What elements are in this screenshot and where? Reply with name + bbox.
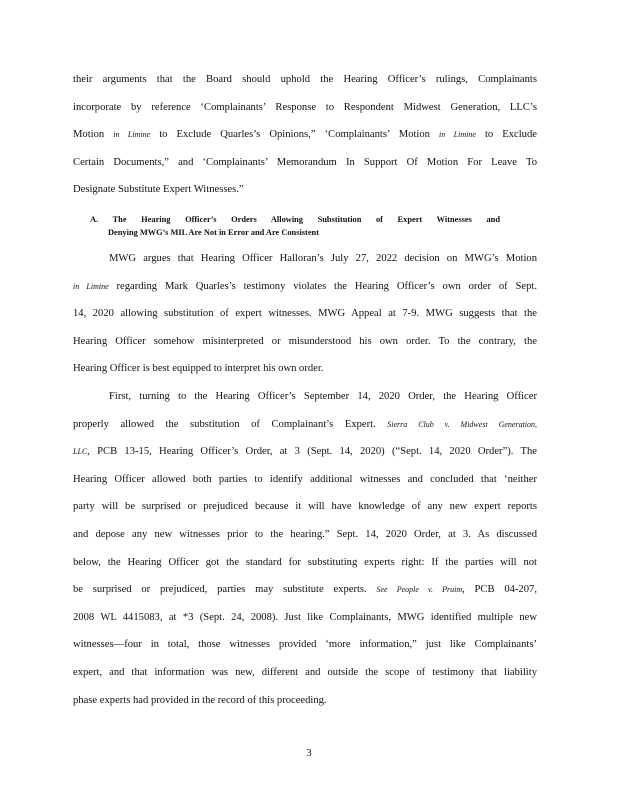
text-line: party will be surprised or prejudiced because it will have knowledge of any new expert reports	[73, 501, 537, 513]
text-line: be surprised or prejudiced, parties may substitute experts. See People v. Pruim, PCB 04-207,	[73, 584, 537, 596]
text-line: Hearing Officer is best equipped to interpret his own order.	[73, 363, 324, 375]
argument-paragraph	[73, 245, 537, 383]
text-line: expert, and that information was new, different and outside the scope of testimony that liability	[73, 666, 537, 678]
text-line: witnesses—four in total, those witnesses provided ‘more information,” just like Complainants’	[73, 639, 537, 651]
section-heading	[90, 213, 510, 239]
text-line: incorporate by reference ‘Complainants’ Response to Respondent Midwest Generation, LLC’s	[73, 101, 537, 113]
text-line: Designate Substitute Expert Witnesses.”	[73, 184, 244, 196]
section-heading-line-1: A. The Hearing Officer’s Orders Allowing Substitution of Expert Witnesses and	[90, 215, 500, 224]
analysis-paragraph	[73, 383, 537, 714]
text-line: in Limine regarding Mark Quarles’s testimony violates the Hearing Officer’s own order of Sept.	[73, 280, 537, 292]
text-line: below, the Hearing Officer got the standard for substituting experts right: If the parties will not	[73, 556, 537, 568]
text-line: phase experts had provided in the record of this proceeding.	[73, 694, 327, 706]
text-line: 2008 WL 4415083, at *3 (Sept. 24, 2008). Just like Complainants, MWG identified multiple new	[73, 611, 537, 623]
text-line: Certain Documents,” and ‘Complainants’ Memorandum In Support Of Motion For Leave To	[73, 156, 537, 168]
text-line: properly allowed the substitution of Complainant’s Expert. Sierra Club v. Midwest Generation,	[73, 418, 538, 430]
text-line: Hearing Officer allowed both parties to identify additional witnesses and concluded that ‘neither	[73, 473, 537, 485]
text-line: First, turning to the Hearing Officer’s September 14, 2020 Order, the Hearing Officer	[109, 391, 537, 402]
page-number: 3	[306, 748, 312, 759]
text-line: Motion in Limine to Exclude Quarles’s Opinions,” ‘Complainants’ Motion in Limine to Exclude	[73, 129, 537, 141]
text-line: Hearing Officer somehow misinterpreted or misunderstood his own order. To the contrary, the	[73, 335, 537, 347]
section-heading-line-2: Denying MWG’s MIL Are Not in Error and Are Consistent	[108, 228, 320, 237]
text-line: 14, 2020 allowing substitution of expert witnesses. MWG Appeal at 7-9. MWG suggests that the	[73, 308, 537, 320]
text-line: and depose any new witnesses prior to the hearing.” Sept. 14, 2020 Order, at 3. As discussed	[73, 528, 537, 540]
intro-paragraph	[73, 66, 537, 204]
text-line: MWG argues that Hearing Officer Halloran’s July 27, 2022 decision on MWG’s Motion	[109, 253, 537, 264]
text-line: their arguments that the Board should uphold the Hearing Officer’s rulings, Complainants	[73, 74, 537, 85]
text-line: LLC, PCB 13-15, Hearing Officer’s Order, at 3 (Sept. 14, 2020) (“Sept. 14, 2020 Order”). The	[73, 446, 537, 458]
